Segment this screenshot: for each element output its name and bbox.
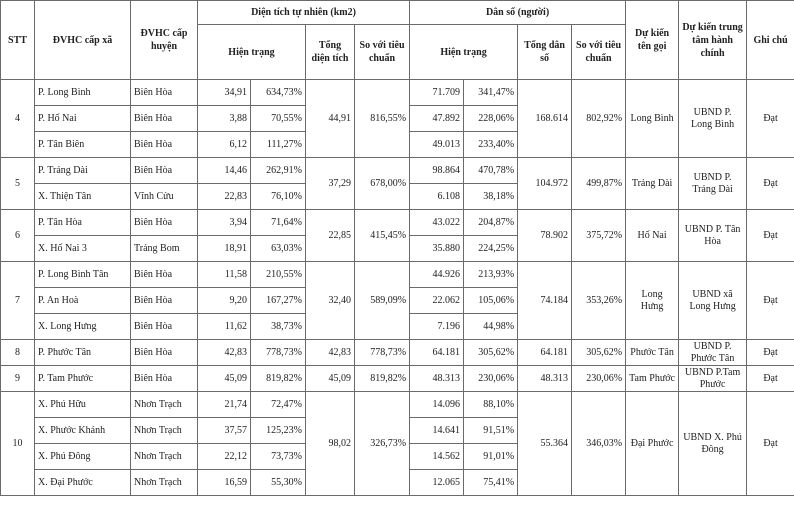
- area-percent: 262,91%: [251, 158, 306, 184]
- total-area: 32,40: [306, 262, 355, 340]
- area-percent: 111,27%: [251, 132, 306, 158]
- proposed-name: Long Bình: [626, 80, 679, 158]
- note-cell: Đạt: [747, 262, 794, 340]
- commune-name: P. Long Bình: [35, 80, 131, 106]
- header-dan-so: Dân số (người): [410, 1, 626, 25]
- area-value: 22,83: [198, 184, 251, 210]
- population-vs-standard: 499,87%: [572, 158, 626, 210]
- commune-name: X. Thiện Tân: [35, 184, 131, 210]
- population-percent: 305,62%: [464, 340, 518, 366]
- commune-name: P. Trảng Dài: [35, 158, 131, 184]
- population-percent: 230,06%: [464, 366, 518, 392]
- district-name: Biên Hòa: [131, 106, 198, 132]
- proposed-name: Long Hưng: [626, 262, 679, 340]
- total-area: 37,29: [306, 158, 355, 210]
- proposed-name: Đại Phước: [626, 392, 679, 496]
- district-name: Biên Hòa: [131, 132, 198, 158]
- commune-name: X. Long Hưng: [35, 314, 131, 340]
- commune-name: P. Phước Tân: [35, 340, 131, 366]
- header-du-kien-ten: Dự kiến tên gọi: [626, 1, 679, 80]
- commune-name: P. Tân Biên: [35, 132, 131, 158]
- note-cell: Đạt: [747, 210, 794, 262]
- commune-name: P. Tân Hòa: [35, 210, 131, 236]
- area-percent: 72,47%: [251, 392, 306, 418]
- header-dvhc-huyen: ĐVHC cấp huyện: [131, 1, 198, 80]
- total-area: 22,85: [306, 210, 355, 262]
- commune-name: P. Hố Nai: [35, 106, 131, 132]
- table-row: [1, 392, 794, 418]
- proposed-admin-center: UBND P. Long Bình: [679, 80, 747, 158]
- commune-name: X. Đại Phước: [35, 470, 131, 496]
- area-percent: 634,73%: [251, 80, 306, 106]
- population-vs-standard: 346,03%: [572, 392, 626, 496]
- commune-name: X. Phú Đông: [35, 444, 131, 470]
- district-name: Biên Hòa: [131, 314, 198, 340]
- header-hien-trang-dt: Hiện trạng: [198, 25, 306, 80]
- district-name: Nhơn Trạch: [131, 392, 198, 418]
- area-percent: 778,73%: [251, 340, 306, 366]
- note-cell: Đạt: [747, 392, 794, 496]
- population-value: 71.709: [410, 80, 464, 106]
- total-population: 168.614: [518, 80, 572, 158]
- population-value: 12.065: [410, 470, 464, 496]
- population-percent: 105,06%: [464, 288, 518, 314]
- population-vs-standard: 305,62%: [572, 340, 626, 366]
- population-value: 98.864: [410, 158, 464, 184]
- table-row: [1, 262, 794, 288]
- header-ghi-chu: Ghi chú: [747, 1, 794, 80]
- total-area: 98,02: [306, 392, 355, 496]
- stt-cell: 9: [1, 366, 35, 392]
- proposed-admin-center: UBND X. Phú Đông: [679, 392, 747, 496]
- total-population: 55.364: [518, 392, 572, 496]
- population-percent: 88,10%: [464, 392, 518, 418]
- table-row: [1, 80, 794, 106]
- district-name: Biên Hòa: [131, 288, 198, 314]
- stt-cell: 4: [1, 80, 35, 158]
- commune-name: X. Phước Khánh: [35, 418, 131, 444]
- population-percent: 91,01%: [464, 444, 518, 470]
- population-percent: 91,51%: [464, 418, 518, 444]
- area-percent: 210,55%: [251, 262, 306, 288]
- area-percent: 73,73%: [251, 444, 306, 470]
- area-value: 34,91: [198, 80, 251, 106]
- stt-cell: 5: [1, 158, 35, 210]
- population-percent: 75,41%: [464, 470, 518, 496]
- district-name: Nhơn Trạch: [131, 418, 198, 444]
- note-cell: Đạt: [747, 80, 794, 158]
- population-value: 35.880: [410, 236, 464, 262]
- area-percent: 55,30%: [251, 470, 306, 496]
- population-percent: 341,47%: [464, 80, 518, 106]
- commune-name: P. Long Bình Tân: [35, 262, 131, 288]
- area-value: 9,20: [198, 288, 251, 314]
- area-percent: 167,27%: [251, 288, 306, 314]
- header-du-kien-trung-tam: Dự kiến trung tâm hành chính: [679, 1, 747, 80]
- district-name: Nhơn Trạch: [131, 444, 198, 470]
- area-vs-standard: 678,00%: [355, 158, 410, 210]
- stt-cell: 7: [1, 262, 35, 340]
- area-value: 37,57: [198, 418, 251, 444]
- district-name: Vĩnh Cửu: [131, 184, 198, 210]
- area-vs-standard: 778,73%: [355, 340, 410, 366]
- table-body: [1, 80, 794, 496]
- population-percent: 228,06%: [464, 106, 518, 132]
- district-name: Biên Hòa: [131, 80, 198, 106]
- population-value: 43.022: [410, 210, 464, 236]
- population-percent: 224,25%: [464, 236, 518, 262]
- district-name: Nhơn Trạch: [131, 470, 198, 496]
- table-row: [1, 366, 794, 392]
- district-name: Biên Hòa: [131, 340, 198, 366]
- total-area: 44,91: [306, 80, 355, 158]
- area-vs-standard: 816,55%: [355, 80, 410, 158]
- table-row: [1, 210, 794, 236]
- proposed-admin-center: UBND P. Phước Tân: [679, 340, 747, 366]
- proposed-admin-center: UBND xã Long Hưng: [679, 262, 747, 340]
- stt-cell: 10: [1, 392, 35, 496]
- district-name: Biên Hòa: [131, 210, 198, 236]
- area-value: 11,58: [198, 262, 251, 288]
- population-vs-standard: 353,26%: [572, 262, 626, 340]
- population-value: 7.196: [410, 314, 464, 340]
- proposed-name: Hố Nai: [626, 210, 679, 262]
- population-value: 14.641: [410, 418, 464, 444]
- table-row: [1, 158, 794, 184]
- total-population: 48.313: [518, 366, 572, 392]
- population-vs-standard: 375,72%: [572, 210, 626, 262]
- population-value: 14.096: [410, 392, 464, 418]
- stt-cell: 8: [1, 340, 35, 366]
- note-cell: Đạt: [747, 366, 794, 392]
- population-value: 22.062: [410, 288, 464, 314]
- population-percent: 44,98%: [464, 314, 518, 340]
- total-population: 64.181: [518, 340, 572, 366]
- area-value: 3,94: [198, 210, 251, 236]
- area-value: 14,46: [198, 158, 251, 184]
- population-percent: 233,40%: [464, 132, 518, 158]
- commune-name: X. Phú Hữu: [35, 392, 131, 418]
- proposed-admin-center: UBND P.Tam Phước: [679, 366, 747, 392]
- population-value: 49.013: [410, 132, 464, 158]
- commune-name: P. An Hoà: [35, 288, 131, 314]
- population-value: 64.181: [410, 340, 464, 366]
- header-stt: STT: [1, 1, 35, 80]
- commune-name: X. Hố Nai 3: [35, 236, 131, 262]
- proposed-name: Trảng Dài: [626, 158, 679, 210]
- area-percent: 70,55%: [251, 106, 306, 132]
- header-tong-dan-so: Tổng dân số: [518, 25, 572, 80]
- commune-name: P. Tam Phước: [35, 366, 131, 392]
- population-percent: 204,87%: [464, 210, 518, 236]
- population-percent: 470,78%: [464, 158, 518, 184]
- area-value: 42,83: [198, 340, 251, 366]
- note-cell: Đạt: [747, 340, 794, 366]
- note-cell: Đạt: [747, 158, 794, 210]
- area-value: 11,62: [198, 314, 251, 340]
- header-dien-tich: Diện tích tự nhiên (km2): [198, 1, 410, 25]
- district-name: Biên Hòa: [131, 158, 198, 184]
- area-percent: 819,82%: [251, 366, 306, 392]
- population-value: 44.926: [410, 262, 464, 288]
- area-vs-standard: 326,73%: [355, 392, 410, 496]
- district-name: Trảng Bom: [131, 236, 198, 262]
- total-population: 104.972: [518, 158, 572, 210]
- proposed-name: Phước Tân: [626, 340, 679, 366]
- area-percent: 63,03%: [251, 236, 306, 262]
- population-value: 48.313: [410, 366, 464, 392]
- proposed-admin-center: UBND P. Trảng Dài: [679, 158, 747, 210]
- area-vs-standard: 819,82%: [355, 366, 410, 392]
- stt-cell: 6: [1, 210, 35, 262]
- total-area: 42,83: [306, 340, 355, 366]
- population-vs-standard: 230,06%: [572, 366, 626, 392]
- area-vs-standard: 589,09%: [355, 262, 410, 340]
- district-name: Biên Hòa: [131, 366, 198, 392]
- total-area: 45,09: [306, 366, 355, 392]
- area-percent: 125,23%: [251, 418, 306, 444]
- header-tong-dien-tich: Tổng diện tích: [306, 25, 355, 80]
- area-value: 16,59: [198, 470, 251, 496]
- total-population: 78.902: [518, 210, 572, 262]
- area-percent: 76,10%: [251, 184, 306, 210]
- population-percent: 38,18%: [464, 184, 518, 210]
- district-name: Biên Hòa: [131, 262, 198, 288]
- area-value: 3,88: [198, 106, 251, 132]
- area-percent: 71,64%: [251, 210, 306, 236]
- area-vs-standard: 415,45%: [355, 210, 410, 262]
- header-hien-trang-ds: Hiện trạng: [410, 25, 518, 80]
- total-population: 74.184: [518, 262, 572, 340]
- population-value: 47.892: [410, 106, 464, 132]
- population-value: 6.108: [410, 184, 464, 210]
- area-value: 18,91: [198, 236, 251, 262]
- proposed-admin-center: UBND P. Tân Hòa: [679, 210, 747, 262]
- proposed-name: Tam Phước: [626, 366, 679, 392]
- population-vs-standard: 802,92%: [572, 80, 626, 158]
- header-dvhc-xa: ĐVHC cấp xã: [35, 1, 131, 80]
- area-value: 45,09: [198, 366, 251, 392]
- header-so-voi-tc-dt: So với tiêu chuẩn: [355, 25, 410, 80]
- area-value: 22,12: [198, 444, 251, 470]
- population-value: 14.562: [410, 444, 464, 470]
- population-percent: 213,93%: [464, 262, 518, 288]
- header-so-voi-tc-ds: So với tiêu chuẩn: [572, 25, 626, 80]
- table-row: [1, 340, 794, 366]
- area-value: 21,74: [198, 392, 251, 418]
- area-value: 6,12: [198, 132, 251, 158]
- area-percent: 38,73%: [251, 314, 306, 340]
